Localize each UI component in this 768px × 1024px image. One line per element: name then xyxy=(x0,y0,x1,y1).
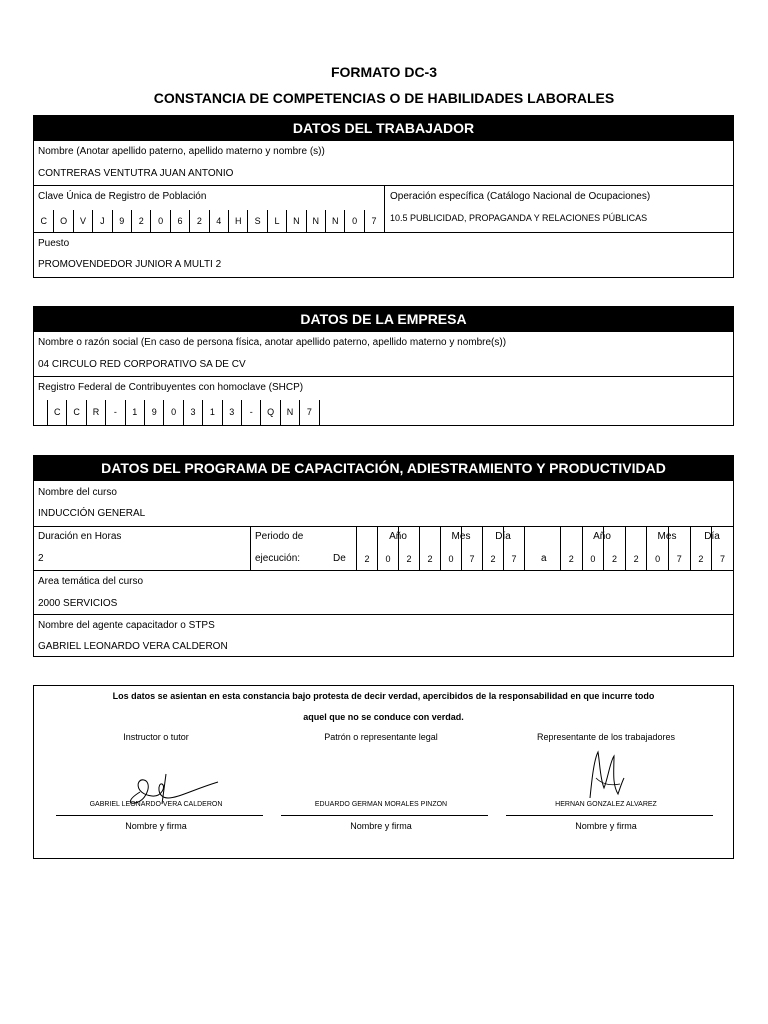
curp-char-box: V xyxy=(73,210,92,232)
start-date-digit-box: 2 xyxy=(356,527,377,570)
duration-label: Duración en Horas xyxy=(38,531,122,542)
end-date-digit-box: 2 xyxy=(603,527,625,570)
curp-label: Clave Única de Registro de Población xyxy=(38,191,207,202)
curp-char-box: 4 xyxy=(209,210,228,232)
start-date-digit-box: 0 xyxy=(440,527,461,570)
start-month-label: Mes xyxy=(451,531,471,542)
end-date-digit-box: 0 xyxy=(646,527,668,570)
end-date-digit-box: 2 xyxy=(560,527,582,570)
agent-row xyxy=(34,614,733,657)
curp-char-box: L xyxy=(267,210,286,232)
start-date-digit-box: 0 xyxy=(377,527,398,570)
worker-name-row xyxy=(34,140,733,185)
curp-char-box: N xyxy=(325,210,344,232)
rfc-char-box: Q xyxy=(260,400,279,425)
position-value: PROMOVENDEDOR JUNIOR A MULTI 2 xyxy=(38,259,222,270)
start-date-digit-box: 2 xyxy=(398,527,419,570)
curp-char-box: O xyxy=(53,210,72,232)
rfc-char-box: 3 xyxy=(183,400,202,425)
start-date-digit-box: 7 xyxy=(503,527,524,570)
instructor-role: Instructor o tutor xyxy=(123,732,189,742)
start-date-digit-box: 7 xyxy=(461,527,482,570)
area-row xyxy=(34,570,733,614)
company-name-value: 04 CIRCULO RED CORPORATIVO SA DE CV xyxy=(38,359,246,370)
start-day-label: Día xyxy=(495,531,511,542)
company-section xyxy=(33,306,734,426)
curp-char-box: N xyxy=(306,210,325,232)
course-label: Nombre del curso xyxy=(38,487,117,498)
end-date-digit-box: 0 xyxy=(582,527,604,570)
company-section-title: DATOS DE LA EMPRESA xyxy=(34,307,733,331)
area-value: 2000 SERVICIOS xyxy=(38,598,118,609)
occupation-value: 10.5 PUBLICIDAD, PROPAGANDA Y RELACIONES PÚBLICAS xyxy=(390,213,648,223)
occupation-label: Operación específica (Catálogo Nacional de Ocupaciones) xyxy=(390,191,651,202)
end-day-label: Día xyxy=(704,531,720,542)
curp-char-box: C xyxy=(40,216,47,226)
workers-role: Representante de los trabajadores xyxy=(536,732,676,742)
rfc-char-box: 0 xyxy=(163,400,182,425)
curp-char-box: 0 xyxy=(150,210,169,232)
curp-char-box: 7 xyxy=(364,210,383,232)
divider xyxy=(384,186,385,232)
company-rfc-row xyxy=(34,376,733,425)
instructor-signature-line xyxy=(56,815,263,816)
signature-section xyxy=(33,685,734,859)
curp-char-box: 0 xyxy=(344,210,363,232)
rfc-char-box: 3 xyxy=(222,400,241,425)
rfc-char-box: 7 xyxy=(299,400,318,425)
curp-char-box: N xyxy=(286,210,305,232)
employer-name-sign-label: Nombre y firma xyxy=(350,821,412,831)
end-date-digit-box: 7 xyxy=(668,527,690,570)
rfc-label: Registro Federal de Contribuyentes con homoclave (SHCP) xyxy=(38,382,304,393)
instructor-name: GABRIEL LEONARDO VERA CALDERON xyxy=(89,801,223,808)
worker-name-label: Nombre (Anotar apellido paterno, apellido materno y nombre (s)) xyxy=(38,146,325,157)
curp-char-box: 2 xyxy=(189,210,208,232)
period-label: Periodo de xyxy=(255,531,304,542)
document-subtitle: CONSTANCIA DE COMPETENCIAS O DE HABILIDADES LABORALES xyxy=(153,90,615,106)
rfc-char-box: 9 xyxy=(144,400,163,425)
curp-char-box: 2 xyxy=(131,210,150,232)
agent-label: Nombre del agente capacitador o STPS xyxy=(38,620,215,631)
declaration-line-1: Los datos se asientan en esta constancia bajo protesta de decir verdad, apercibidos de la responsabilidad en que incurre todo xyxy=(112,691,655,701)
box-end xyxy=(524,527,525,570)
end-year-label: Año xyxy=(593,531,611,542)
program-section-title: DATOS DEL PROGRAMA DE CAPACITACIÓN, ADIESTRAMIENTO Y PRODUCTIVIDAD xyxy=(34,456,733,480)
end-date-digit-box: 2 xyxy=(625,527,647,570)
employer-role: Patrón o representante legal xyxy=(324,732,438,742)
rfc-char-box: - xyxy=(105,400,124,425)
curp-char-box: S xyxy=(247,210,266,232)
curp-char-box: 9 xyxy=(112,210,131,232)
area-label: Area temática del curso xyxy=(38,576,144,587)
workers-signature-line xyxy=(506,815,713,816)
course-row xyxy=(34,480,733,526)
period-label-2: ejecución: xyxy=(255,553,301,564)
company-name-label: Nombre o razón social (En caso de persona física, anotar apellido paterno, apellido materno y nombre(s)) xyxy=(38,337,507,348)
end-date-digit-box: 2 xyxy=(690,527,712,570)
employer-name: EDUARDO GERMAN MORALES PINZON xyxy=(314,801,448,808)
rfc-char-box: - xyxy=(241,400,260,425)
rfc-char-box: C xyxy=(66,400,85,425)
rfc-char-box: R xyxy=(86,400,105,425)
workers-rep-signature-icon xyxy=(580,748,628,802)
employer-signature-line xyxy=(281,815,488,816)
from-label: De xyxy=(333,553,346,564)
curp-char-box: J xyxy=(92,210,111,232)
program-section xyxy=(33,455,734,657)
course-value: INDUCCIÓN GENERAL xyxy=(38,508,146,519)
box-end xyxy=(319,400,320,425)
worker-section xyxy=(33,115,734,278)
rfc-char-box: C xyxy=(47,400,66,425)
divider xyxy=(250,527,251,570)
start-date-digit-box: 2 xyxy=(482,527,503,570)
duration-value: 2 xyxy=(38,553,44,564)
end-date-digit-box: 7 xyxy=(711,527,733,570)
start-year-label: Año xyxy=(389,531,407,542)
declaration-line-2: aquel que no se conduce con verdad. xyxy=(303,712,464,722)
curp-char-box: H xyxy=(228,210,247,232)
company-name-row xyxy=(34,331,733,376)
format-title: FORMATO DC-3 xyxy=(330,64,438,80)
start-date-digit-box: 2 xyxy=(419,527,440,570)
worker-name-value: CONTRERAS VENTUTRA JUAN ANTONIO xyxy=(38,168,234,179)
position-label: Puesto xyxy=(38,238,70,249)
rfc-char-box: N xyxy=(280,400,299,425)
worker-position-row xyxy=(34,232,733,277)
curp-char-box: 6 xyxy=(170,210,189,232)
rfc-char-box: 1 xyxy=(202,400,221,425)
to-label: a xyxy=(541,553,547,564)
rfc-char-box: 1 xyxy=(125,400,144,425)
workers-rep-name: HERNAN GONZALEZ ALVAREZ xyxy=(555,801,657,808)
agent-value: GABRIEL LEONARDO VERA CALDERON xyxy=(38,641,228,652)
instructor-name-sign-label: Nombre y firma xyxy=(125,821,187,831)
worker-curp-row xyxy=(34,185,733,232)
duration-period-row xyxy=(34,526,733,570)
end-month-label: Mes xyxy=(657,531,677,542)
worker-section-title: DATOS DEL TRABAJADOR xyxy=(34,116,733,140)
workers-name-sign-label: Nombre y firma xyxy=(575,821,637,831)
